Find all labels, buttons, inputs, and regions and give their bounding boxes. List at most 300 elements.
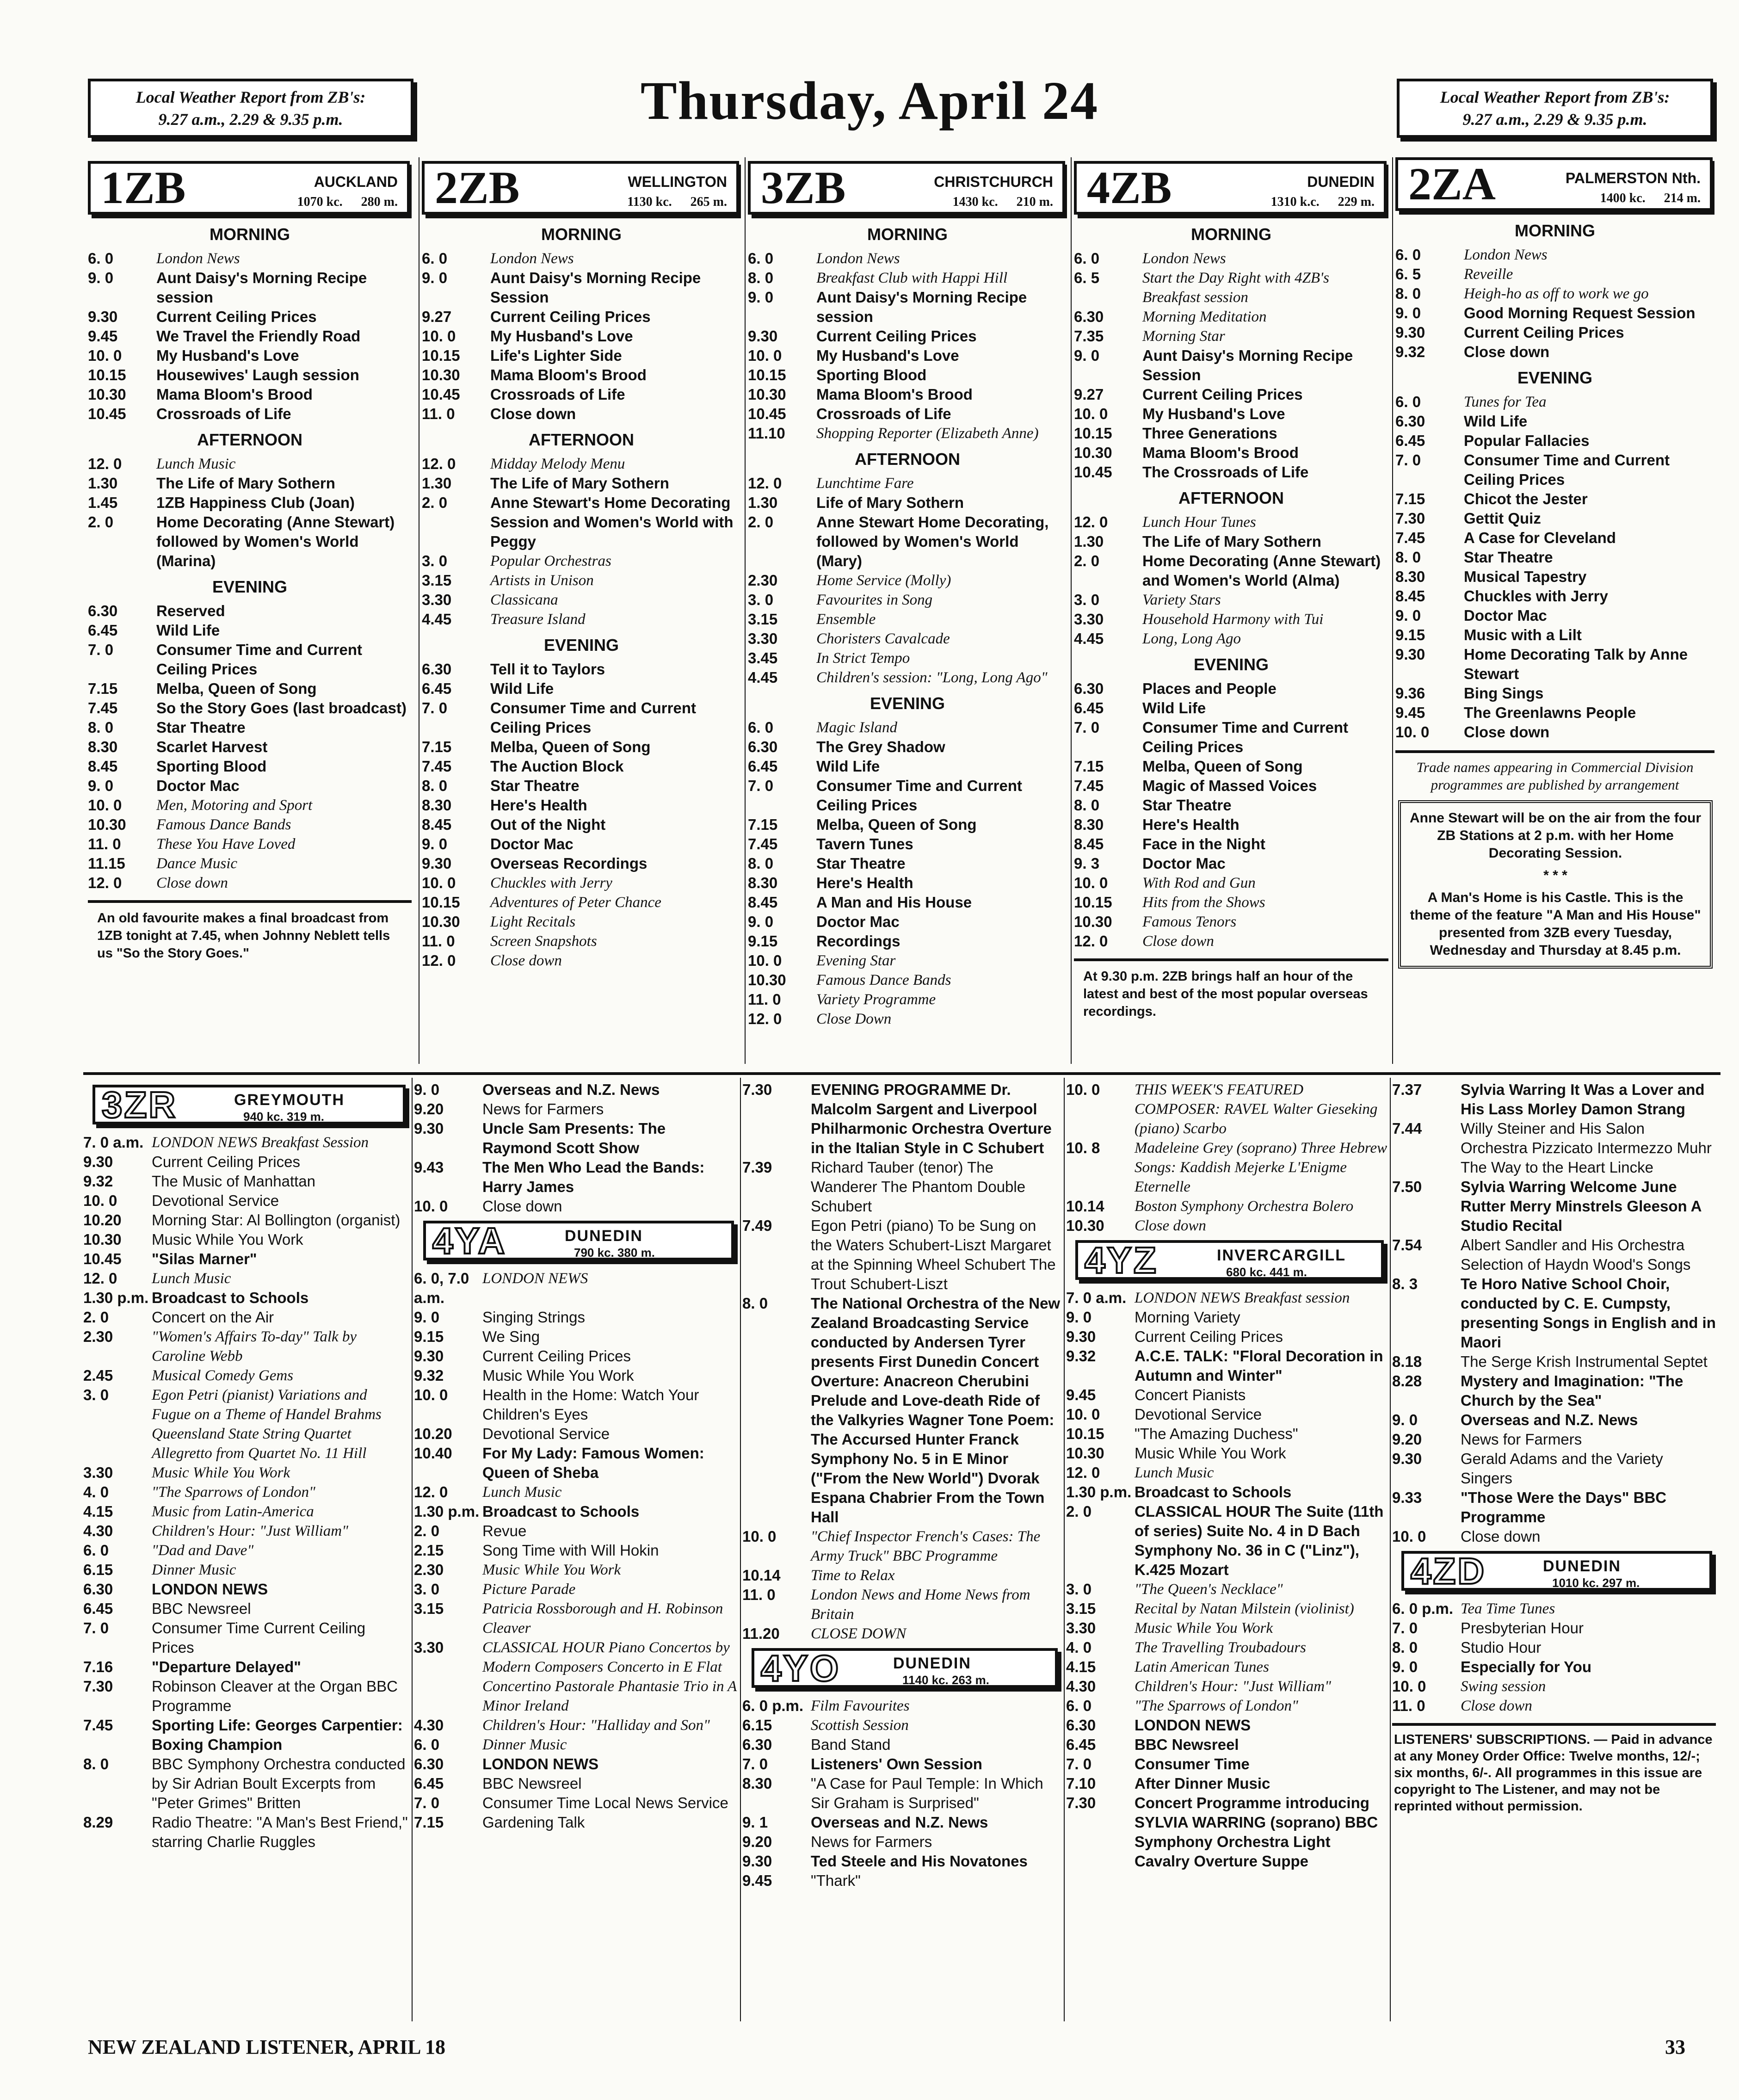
station-callsign: 4YO [761,1648,841,1689]
programme-time: 10. 0 [1074,405,1108,422]
station-callsign: 3ZR [102,1084,178,1125]
programme-time: 9.15 [1395,626,1425,643]
programme-item [1074,629,1388,649]
programme-item [748,873,1067,893]
programme-item [414,1158,738,1197]
programme-item [83,1502,409,1521]
programme-item [422,268,741,307]
programme-title: Current Ceiling Prices [816,327,977,345]
programme-item [422,698,741,737]
programme-item [1066,1346,1388,1385]
programme-item [422,385,741,404]
subscriptions-note: LISTENERS' SUBSCRIPTIONS. — Paid in advance at any Money Order Office: Twelve months, 12/-; six months, 6/-. All programmes in this issue are copyright to The Listener, and may not be reprinted without permission. [1392,1723,1716,1815]
weather-line-2: 9.27 a.m., 2.29 & 9.35 p.m. [1462,110,1647,129]
station-city: INVERCARGILL [1217,1247,1346,1264]
programme-title: Especially for You [1461,1658,1592,1675]
programme-time: 4.15 [1066,1658,1096,1675]
programme-item [748,893,1067,912]
programme-item [1392,1410,1716,1430]
station-frequency: 680 kc. 441 m. [1226,1265,1307,1279]
programme-title: "Women's Affairs To-day" Talk by Caroline Webb [152,1328,357,1365]
programme-title: Popular Fallacies [1464,432,1590,449]
programme-title: Chuckles with Jerry [1464,587,1608,605]
station-4yo-header [752,1648,1058,1688]
programme-title: Overseas and N.Z. News [482,1081,660,1098]
programme-item [1392,1352,1716,1371]
programme-item [414,1502,738,1521]
programme-item [1395,431,1714,451]
programme-time: 11. 0 [422,405,455,422]
programme-item [83,1482,409,1502]
programme-item [742,1754,1061,1774]
programme-item [748,288,1067,327]
programme-item [742,1624,1061,1643]
programme-time: 4.45 [1074,630,1104,647]
programme-time: 7. 0 [748,777,774,794]
programme-time: 6. 0 [414,1736,440,1753]
programme-title: Revue [482,1522,527,1539]
programme-time: 7.15 [1074,758,1104,775]
programme-item [414,1482,738,1502]
programme-title: Three Generations [1142,425,1277,442]
programme-time: 3.15 [748,611,778,628]
programme-item [1395,684,1714,703]
programme-time: 11.10 [748,425,785,442]
programme-item [748,327,1067,346]
programme-time: 9.30 [748,327,778,345]
programme-title: Music While You Work [482,1562,621,1578]
programme-title: Patricia Rossborough and H. Robinson Cleaver [482,1600,723,1637]
programme-item [1395,587,1714,606]
programme-item [1074,718,1388,757]
programme-time: 10.15 [422,347,460,364]
station-note: An old favourite makes a final broadcast from 1ZB tonight at 7.45, when Johnny Neblett tells us "So the Story Goes." [88,900,412,962]
programme-title: Shopping Reporter (Elizabeth Anne) [816,425,1039,442]
programme-title: BBC Symphony Orchestra conducted by Sir Adrian Boult Excerpts from "Peter Grimes" Britten [152,1755,406,1811]
programme-item [1066,1735,1388,1754]
programme-title: Children's Hour: "Just William" [152,1523,348,1539]
programme-title: News for Farmers [482,1100,604,1118]
programme-title: Out of the Night [490,816,606,833]
programme-item [1395,509,1714,528]
programme-title: Recital by Natan Milstein (violinist) [1135,1600,1354,1617]
programme-time: 6.45 [83,1600,113,1617]
programme-item [1395,265,1714,284]
programme-time: 1.30 [1074,533,1104,550]
programme-item [748,834,1067,854]
programme-time: 11. 0 [422,933,455,950]
programme-title: Midday Melody Menu [490,456,625,472]
programme-title: Household Harmony with Tui [1142,611,1324,628]
programme-time: 6. 0 [1066,1697,1092,1714]
programme-title: Lunch Music [156,456,236,472]
programme-time: 6.45 [1074,699,1104,716]
programme-time: 8.45 [1395,587,1425,605]
programme-title: Close down [1461,1698,1532,1714]
programme-title: Lunch Music [482,1484,562,1501]
programme-time: 9.30 [1395,324,1425,341]
programme-time: 9.20 [742,1833,772,1850]
programme-title: CLASSICAL HOUR Piano Concertos by Modern Composers Concerto in E Flat Concertino Pastorale Phantasie Trio in A Minor Ireland [482,1639,737,1714]
programme-item [83,1580,409,1599]
programme-title: Morning Variety [1135,1309,1240,1326]
station-2zb [422,161,741,1068]
programme-item [1074,912,1388,932]
programme-item [1066,1327,1388,1346]
station-4yz-header [1075,1240,1384,1280]
programme-title: Consumer Time and Current Ceiling Prices [1142,719,1348,755]
programme-title: Anne Stewart Home Decorating, followed by Women's World (Mary) [816,513,1049,569]
programme-time: 10.15 [1074,425,1112,442]
programme-time: 10.15 [748,366,786,383]
programme-title: Close down [490,952,562,969]
programme-time: 9. 1 [742,1814,768,1831]
programme-item [88,757,412,776]
programme-item [88,621,412,640]
station-city: DUNEDIN [1307,173,1375,190]
programme-item [1066,1580,1388,1599]
station-frequency [953,192,1053,212]
programme-title: Dinner Music [152,1562,236,1578]
programme-title: Ensemble [816,611,876,628]
programme-item [414,1793,738,1813]
station-city: WELLINGTON [628,173,727,190]
programme-title: BBC Newsreel [1135,1736,1239,1753]
programme-title: Life of Mary Sothern [816,494,964,511]
programme-title: Broadcast to Schools [482,1503,640,1520]
programme-item [748,629,1067,649]
programme-time: 9. 0 [1074,347,1100,364]
programme-time: 7.44 [1392,1120,1422,1137]
programme-item [748,590,1067,610]
programme-item [422,474,741,493]
programme-time: 9. 3 [1074,855,1100,872]
programme-time: 10. 0 [1066,1081,1100,1098]
programme-item [1066,1405,1388,1424]
programme-title: Reveille [1464,266,1513,283]
station-city: CHRISTCHURCH [934,173,1053,190]
programme-title: Doctor Mac [490,835,574,852]
programme-time: 10.30 [88,816,126,833]
programme-time: 6. 0 p.m. [742,1697,804,1714]
programme-time: 3.30 [1066,1619,1096,1637]
programme-item [748,737,1067,757]
programme-title: Magic Island [816,719,898,736]
programme-item [414,1385,738,1424]
programme-item [422,571,741,590]
programme-item [1392,1449,1716,1488]
station-m: 280 m. [361,195,398,209]
programme-title: Wild Life [156,622,220,639]
programme-item [1066,1308,1388,1327]
programme-time: 9.32 [414,1367,444,1384]
programme-time: 8.30 [1395,568,1425,585]
programme-time: 10. 0 [1392,1678,1426,1695]
programme-item [748,385,1067,404]
programme-item [1395,342,1714,362]
programme-title: Wild Life [1464,413,1528,430]
programme-title: LONDON NEWS [482,1755,599,1773]
programme-time: 6. 0 [1395,393,1421,410]
programme-time: 9. 0 [1392,1658,1418,1675]
programme-item [422,757,741,776]
programme-title: Music While You Work [1135,1445,1286,1462]
programme-title: My Husband's Love [156,347,299,364]
programme-time: 7.15 [422,738,452,755]
programme-time: 9.15 [414,1328,444,1345]
programme-item [748,912,1067,932]
programme-title: Places and People [1142,680,1276,697]
programme-time: 10. 0 [1395,723,1430,741]
programme-title: "A Case for Paul Temple: In Which Sir Graham is Surprised" [811,1775,1043,1811]
programme-item [742,1832,1061,1852]
station-m: 214 m. [1664,191,1701,205]
programme-time: 10.30 [748,386,786,403]
programme-title: Good Morning Request Session [1464,304,1696,321]
programme-time: 3. 0 [748,591,774,608]
programme-item [83,1463,409,1482]
programme-title: Sylvia Warring It Was a Lover and His Lass Morley Damon Strang [1461,1081,1705,1118]
programme-title: London News [816,250,900,267]
programme-time: 6.45 [748,758,778,775]
programme-time: 9.30 [88,308,118,325]
programme-time: 6. 0 [422,250,448,267]
programme-time: 9.27 [422,308,452,325]
programme-title: Here's Health [1142,816,1240,833]
programme-item [1395,567,1714,587]
programme-item [414,1813,738,1832]
programme-time: 3.30 [83,1464,113,1481]
programme-time: 7.35 [1074,327,1104,345]
programme-title: Morning Star: Al Bollington (organist) [152,1211,401,1229]
station-header [1074,161,1387,215]
programme-time: 7. 0 [1066,1755,1092,1773]
programme-item [1066,1618,1388,1638]
programme-time: 6. 5 [1395,266,1421,283]
weather-box-left [88,79,413,138]
programme-time: 7. 0 [742,1755,768,1773]
programme-title: Melba, Queen of Song [816,816,977,833]
programme-item [414,1424,738,1444]
programme-time: 6.15 [742,1717,772,1734]
programme-time: 10.14 [742,1567,781,1584]
programme-title: My Husband's Love [490,327,633,345]
programme-title: After Dinner Music [1135,1775,1270,1792]
programme-item [88,601,412,621]
programme-item [1392,1638,1716,1657]
programme-title: Crossroads of Life [156,405,291,422]
programme-title: Choristers Cavalcade [816,630,950,647]
programme-title: The Crossroads of Life [1142,463,1309,481]
programme-item [1392,1274,1716,1352]
programme-time: 4.30 [414,1717,444,1734]
programme-item [1074,932,1388,951]
programme-item [422,307,741,327]
programme-time: 9.20 [1392,1431,1422,1448]
programme-item [422,893,741,912]
programme-item [1074,815,1388,834]
programme-title: Bing Sings [1464,685,1544,702]
programme-title: Aunt Daisy's Morning Recipe Session [490,269,701,306]
programme-time: 10. 0 [88,797,122,814]
programme-time: 4.45 [748,669,778,686]
programme-time: 2. 0 [1066,1503,1092,1520]
programme-item [1066,1444,1388,1463]
programme-time: 2.15 [414,1542,444,1559]
programme-time: 8. 0 [1395,549,1421,566]
programme-title: Lunch Music [1135,1464,1214,1481]
programme-title: Boston Symphony Orchestra Bolero [1135,1198,1354,1215]
programme-item [1066,1502,1388,1580]
programme-title: Mama Bloom's Brood [1142,444,1299,461]
programme-time: 7. 0 [422,699,448,716]
programme-title: Presbyterian Hour [1461,1619,1584,1637]
programme-time: 9.30 [414,1347,444,1365]
programme-time: 12. 0 [1074,933,1108,950]
station-callsign: 4YA [432,1220,507,1261]
programme-time: 10. 0 [88,347,122,364]
programme-item [422,776,741,796]
programme-title: Singing Strings [482,1309,585,1326]
programme-item [422,912,741,932]
programme-title: Uncle Sam Presents: The Raymond Scott Show [482,1120,666,1156]
section-heading: AFTERNOON [855,450,960,469]
programme-item [414,1308,738,1327]
programme-title: Evening Star [816,952,896,969]
programme-item [1074,307,1388,327]
programme-title: A Man and His House [816,894,972,911]
programme-title: Music While You Work [1135,1620,1273,1637]
programme-time: 6.15 [83,1561,113,1578]
programme-item [83,1172,409,1191]
programme-item [742,1566,1061,1585]
programme-item [1074,796,1388,815]
programme-item [83,1560,409,1580]
programme-time: 9. 0 [414,1309,440,1326]
programme-time: 8.45 [748,894,778,911]
programme-item [1074,327,1388,346]
station-callsign: 4ZD [1411,1550,1486,1592]
programme-time: 7.45 [1074,777,1104,794]
programme-item [742,1735,1061,1754]
programme-item [414,1099,738,1119]
programme-item [1066,1696,1388,1716]
programme-title: Variety Stars [1142,592,1221,608]
programme-item [748,249,1067,268]
programme-item [414,1560,738,1580]
programme-item [422,327,741,346]
programme-item [1066,1657,1388,1677]
programme-item [1074,854,1388,873]
station-m: 265 m. [690,195,727,209]
programme-item [1395,392,1714,412]
programme-item [422,873,741,893]
programme-time: 9.30 [83,1153,113,1170]
programme-item [1066,1599,1388,1618]
programme-title: Consumer Time [1135,1755,1250,1773]
programme-time: 10.15 [422,894,460,911]
station-4zb [1074,161,1388,1068]
programme-time: 2. 0 [414,1522,440,1539]
programme-item [748,404,1067,424]
programme-item [422,590,741,610]
programme-title: "Those Were the Days" BBC Programme [1461,1489,1667,1526]
programme-title: News for Farmers [811,1833,932,1850]
programme-title: LONDON NEWS [1135,1717,1251,1734]
programme-item [748,990,1067,1009]
programme-time: 6. 5 [1074,269,1100,286]
station-header [1395,157,1713,211]
programme-time: 10. 0 [1392,1528,1426,1545]
programme-time: 4. 0 [1066,1639,1092,1656]
programme-time: 9.36 [1395,685,1425,702]
programme-title: Classicana [490,592,558,608]
programme-title: LONDON NEWS [482,1270,588,1287]
programme-title: The Serge Krish Instrumental Septet [1461,1353,1708,1370]
programme-title: These You Have Loved [156,836,296,852]
programme-title: Housewives' Laugh session [156,366,359,383]
programme-title: CLASSICAL HOUR The Suite (11th of series) Suite No. 4 in D Bach Symphony No. 36 in C ("Linz"), K.425 Mozart [1135,1503,1384,1578]
programme-title: Close down [1461,1528,1541,1545]
programme-item [748,365,1067,385]
programme-item [1395,323,1714,342]
programme-title: Scottish Session [811,1717,909,1734]
programme-item [1066,1197,1388,1216]
programme-item [88,268,412,307]
programme-item [1074,757,1388,776]
section-heading: AFTERNOON [529,430,634,449]
programme-item [83,1716,409,1754]
programme-item [1066,1424,1388,1444]
programme-time: 10.30 [422,913,460,930]
programme-item [88,698,412,718]
programme-title: Close down [1135,1217,1206,1234]
programme-time: 6. 0 [1395,246,1421,263]
programme-title: The Life of Mary Sothern [156,475,335,492]
programme-time: 10.30 [1074,913,1112,930]
station-frequency [1600,189,1701,208]
programme-time: 10.20 [83,1211,122,1229]
programme-item [748,610,1067,629]
programme-title: Willy Steiner and His Salon Orchestra Pizzicato Intermezzo Muhr The Way to the Heart Lincke [1461,1120,1712,1176]
programme-item [1066,1677,1388,1696]
programme-title: Music While You Work [152,1464,290,1481]
programme-title: Current Ceiling Prices [156,308,317,325]
programme-title: Here's Health [816,874,913,891]
programme-title: The Life of Mary Sothern [1142,533,1321,550]
programme-item [1074,513,1388,532]
programme-item [88,365,412,385]
programme-time: 8.30 [748,874,778,891]
programme-title: Breakfast Club with Happi Hill [816,270,1008,286]
station-callsign: 1ZB [101,162,186,213]
programme-time: 8.29 [83,1814,113,1831]
programme-time: 4.30 [83,1522,113,1539]
programme-item [422,610,741,629]
programme-item [1395,451,1714,489]
programme-title: Consumer Time and Current Ceiling Prices [156,641,362,678]
programme-time: 3.30 [748,630,778,647]
station-kc: 1130 kc. [627,195,672,209]
programme-item [1074,385,1388,404]
programme-title: "Departure Delayed" [152,1658,301,1675]
programme-item [1074,404,1388,424]
programme-time: 11. 0 [88,835,121,852]
programme-title: Devotional Service [482,1425,610,1442]
programme-title: Children's Hour: "Just William" [1135,1678,1331,1695]
programme-time: 3. 0 [1074,591,1100,608]
programme-title: Consumer Time Local News Service [482,1794,728,1811]
